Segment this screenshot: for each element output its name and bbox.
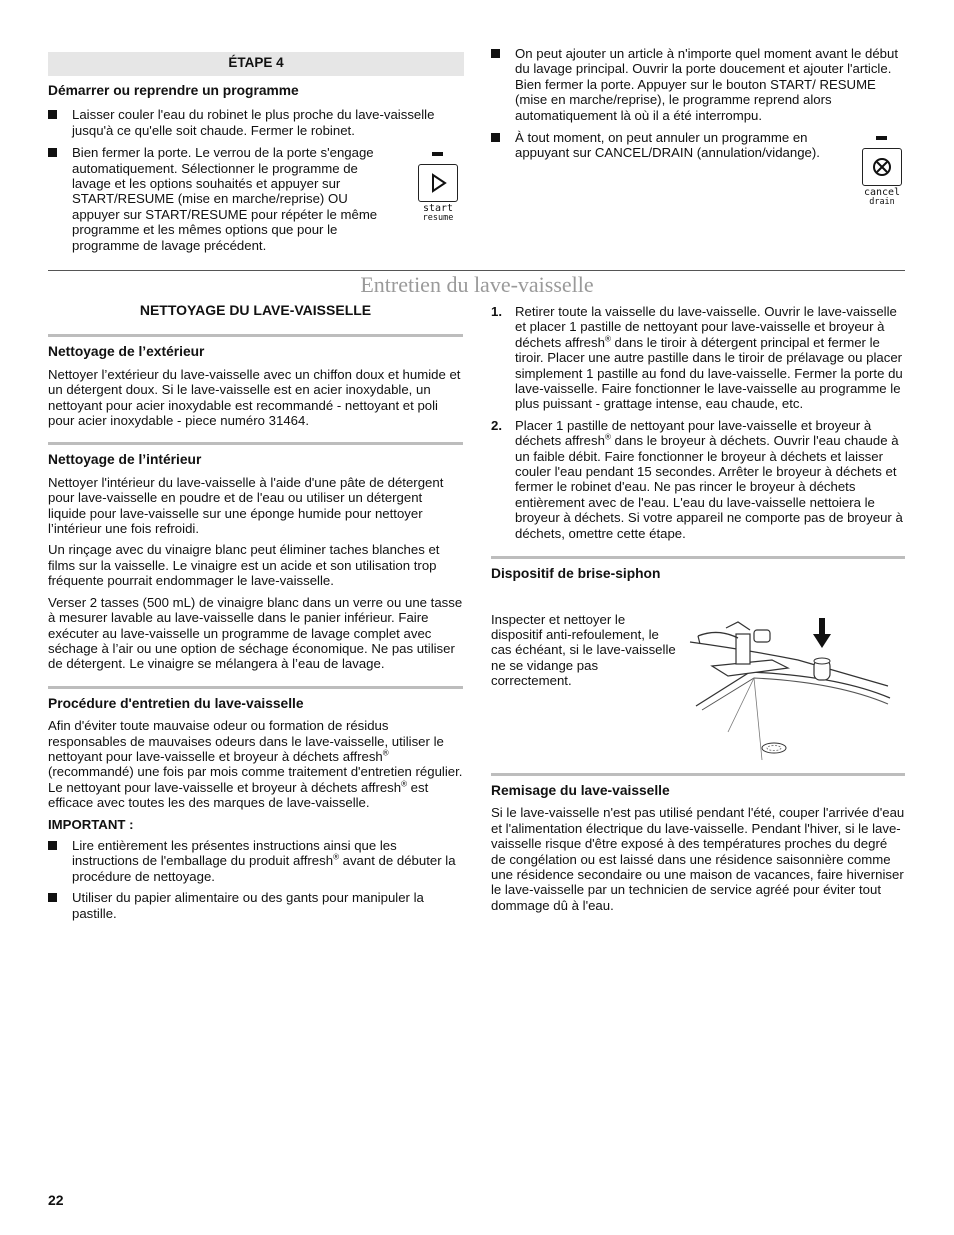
drain-label: drain: [869, 197, 895, 207]
important-bullet-text: Lire entièrement les présentes instructions ainsi que les instructions de l'emballage du produit affresh® avant de débuter la procédure de nettoyage.: [72, 837, 456, 884]
bullet-square-icon: [48, 148, 57, 157]
important-bullet-text: Utiliser du papier alimentaire ou des gants pour manipuler la pastille.: [72, 890, 424, 921]
cancel-text: À tout moment, on peut annuler un programme en appuyant sur CANCEL/DRAIN (annulation/vidange).: [515, 130, 820, 161]
air-gap-text: Inspecter et nettoyer le dispositif anti-refoulement, le cas échéant, si le lave-vaisselle ne se vidange pas correctement.: [491, 611, 676, 689]
important-bullet-1: [48, 838, 463, 884]
resume-label: resume: [422, 213, 454, 223]
procedure-text: Afin d'éviter toute mauvaise odeur ou formation de résidus responsables de mauvaises odeurs dans le lave-vaisselle, utiliser le nettoyant pour lave-vaisselle et broyeur à déchets affresh® (recommandé) une fois par mois comme traitement d'entretien régulier. Le nettoyant pour lave-vaisselle et broyeur à déchets affresh® est efficace avec toutes les des marques de lave-vaisselle.: [48, 718, 463, 811]
step-right-column: [491, 46, 905, 161]
interior-text-3: Verser 2 tasses (500 mL) de vinaigre blanc dans un verre ou une tasse à mesurer lavable au lave-vaisselle dans le panier inférieur. Faire exécuter au lave-vaisselle un programme de lavage complet avec séchage à l’air ou une option de séchage économique. Ne pas utiliser de détergent. Le vinaigre se mélangera à l’eau de lavage.: [48, 594, 463, 672]
exterior-heading: Nettoyage de l’extérieur: [48, 334, 463, 359]
bullet-square-icon: [48, 110, 57, 119]
step-heading: Démarrer ou reprendre un programme: [48, 83, 299, 98]
air-gap-heading: Dispositif de brise-siphon: [491, 556, 905, 581]
step-left-column: [48, 83, 462, 253]
procedure-heading: Procédure d'entretien du lave-vaisselle: [48, 686, 463, 711]
indicator-light-icon: [876, 136, 887, 140]
storage-section: [491, 773, 905, 913]
add-item-text: On peut ajouter un article à n'importe quel moment avant le début du lavage principal. Ouvrir la porte doucement et ajouter l'article. Bien fermer la porte. Appuyer sur le bouton START/ RESUME (mise en marche/reprise), le programme reprend alors automatiquement là où il a été interrompu.: [515, 46, 898, 123]
interior-text-2: Un rinçage avec du vinaigre blanc peut éliminer taches blanches et films sur la vaisselle. Le vinaigre est un acide et son utilisation trop fréquente pourrait endommager le lave-vaisselle.: [48, 542, 440, 589]
storage-heading: Remisage du lave-vaisselle: [491, 773, 905, 798]
cancel-drain-button-illustration: [858, 134, 906, 212]
step-text: Placer 1 pastille de nettoyant pour lave-vaisselle et broyeur à déchets affresh® dans le broyeur à déchets. Ouvrir l'eau chaude à un faible débit. Faire fonctionner le broyeur à déchets et laisser couler l'eau pendant 15 secondes. Arrêter le broyeur à déchets et fermer le robinet d'eau. Ne pas rincer le broyeur à déchets entièrement avec de l'eau. L'eau du lave-vaisselle nettoiera le broyeur à déchets. Si votre appareil ne comporte pas de broyeur à déchets, omettre cette étape.: [515, 417, 903, 541]
step-number: 1.: [491, 304, 502, 319]
interior-text-1: Nettoyer l'intérieur du lave-vaisselle à l'aide d'une pâte de détergent pour lave-vaisselle en poudre et de l'eau ou utiliser un détergent liquide pour lave-vaisselle sur une éponge humide pour nettoyer l’intérieur une fois refroidi.: [48, 474, 444, 537]
step-bullet-text: Laisser couler l'eau du robinet le plus proche du lave-vaisselle jusqu'à ce qu'elle soit chaude. Fermer le robinet.: [72, 107, 435, 138]
cleaning-heading: NETTOYAGE DU LAVE-VAISSELLE: [139, 302, 372, 318]
bullet-square-icon: [491, 133, 500, 142]
step-bullet-2: [48, 145, 392, 253]
cleaning-step-1: [491, 304, 905, 412]
indicator-light-icon: [432, 152, 443, 156]
bullet-square-icon: [48, 893, 57, 902]
cleaning-step-2: [491, 418, 905, 541]
step-number: 2.: [491, 417, 502, 433]
bullet-square-icon: [48, 841, 57, 850]
important-label: IMPORTANT :: [48, 816, 134, 832]
bullet-square-icon: [491, 49, 500, 58]
important-bullet-2: [48, 890, 463, 921]
play-icon: [418, 164, 458, 202]
step-banner: ÉTAPE 4: [48, 52, 464, 76]
step-bullet-text: Bien fermer la porte. Le verrou de la porte s'engage automatiquement. Sélectionner le programme de lavage et les options souhaités et appuyer sur START/RESUME (mise en marche/reprise) OU appuyer sur START/RESUME pour répéter le même programme et les mêmes options que pour le programme de lavage précédent.: [72, 145, 378, 253]
cancel-bullet: [491, 130, 845, 161]
section-divider: [48, 270, 905, 271]
sink-air-gap-illustration: [688, 614, 894, 762]
cancel-x-icon: [862, 148, 902, 186]
interior-heading: Nettoyage de l’intérieur: [48, 442, 463, 467]
start-label: start: [422, 203, 454, 214]
start-resume-button-illustration: [416, 150, 462, 228]
page-number: 22: [48, 1192, 64, 1208]
step-bullet-1: [48, 107, 462, 138]
exterior-text: Nettoyer l’extérieur du lave-vaisselle avec un chiffon doux et humide et un détergent doux. Si le lave-vaisselle est en acier inoxydable, un nettoyant pour acier inoxydable est recommandé - nettoyant et poli pour acier inoxydable - piece numéro 31464.: [48, 366, 461, 429]
section-title: Entretien du lave-vaisselle: [360, 272, 594, 297]
cleaning-left-column: [48, 303, 463, 921]
cancel-label: cancel: [863, 187, 901, 198]
add-item-bullet: [491, 46, 905, 123]
step-text: Retirer toute la vaisselle du lave-vaisselle. Ouvrir le lave-vaisselle et placer 1 pastille de nettoyant pour lave-vaisselle et broyeur à déchets affresh® dans le tiroir à détergent principal et fermer le tiroir. Placer une autre pastille dans le tiroir de prélavage ou placer simplement 1 pastille au fond du lave-vaisselle. Fermer la porte du lave-vaisselle. Faire fonctionner le lave-vaisselle au programme le plus puissant - grattage intense, eau chaude, etc.: [515, 304, 903, 412]
storage-text: Si le lave-vaisselle n'est pas utilisé pendant l'été, couper l'arrivée d'eau et l'alimentation électrique du lave-vaisselle. Pendant l'hiver, si le lave-vaisselle risque d'être exposé à des températures proches du degré de congélation ou est laissé dans une résidence saisonnière comme une résidence secondaire ou une maison de vacances, faire hiverniser le lave-vaisselle par un technicien de service agréé pour éviter tout dommage dû à l'eau.: [491, 805, 905, 913]
